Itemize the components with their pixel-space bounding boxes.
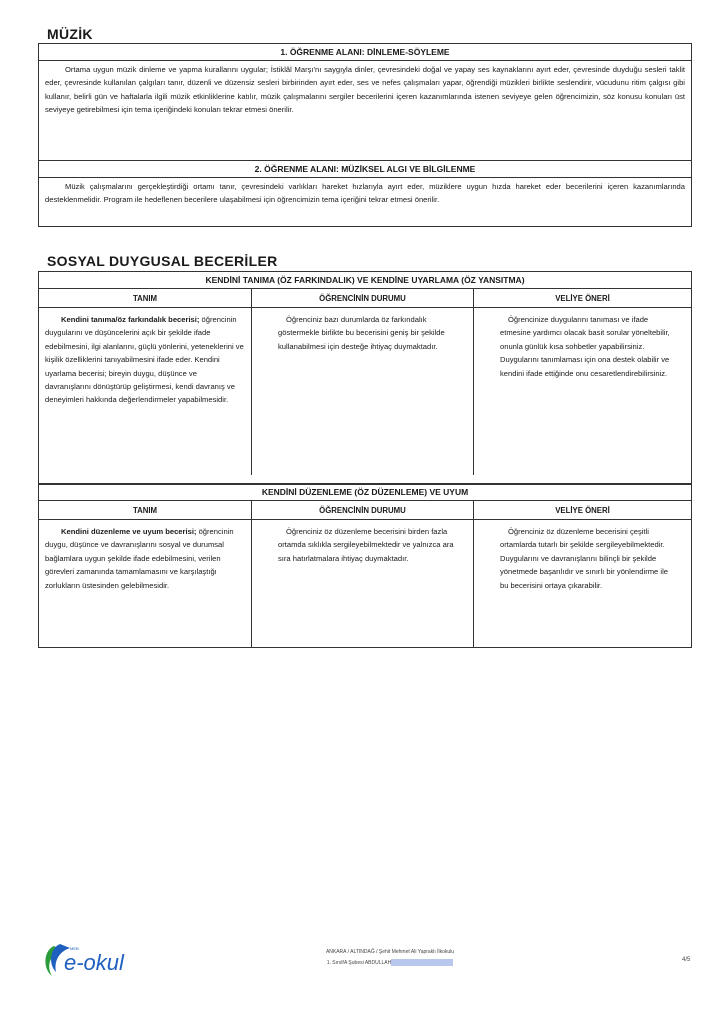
- footer-student-text: 1. Sınıf/A Şubesi ABDULLAH: [326, 960, 392, 966]
- muzik-box: [38, 43, 692, 227]
- sosyal-title: SOSYAL DUYGUSAL BECERİLER: [47, 253, 278, 269]
- section1-oneri: Öğrencinize duygularını tanıması ve ifade etmesine yardımcı olacak basit sorular yöneltebilir, onunla günlük kısa sohbetler yapabilirsiniz. Duygularını tanımlaması için ona destek olabilir ve kendini ifade ettiğinde onu cesaretlendirebilirsiniz.: [500, 315, 670, 378]
- col-head-durum: ÖĞRENCİNİN DURUMU: [252, 289, 473, 308]
- eokul-logo: [40, 938, 150, 982]
- section1-tanim: [39, 308, 251, 475]
- col-head-oneri: VELİYE ÖNERİ: [474, 289, 691, 308]
- page-number: 4/5: [682, 957, 691, 963]
- col-head-durum: ÖĞRENCİNİN DURUMU: [252, 501, 473, 520]
- section2-table: [38, 483, 692, 648]
- section2-tanim-bold: Kendini düzenleme ve uyum becerisi;: [61, 527, 197, 536]
- footer-student: [240, 959, 540, 968]
- col-durum: [252, 501, 474, 647]
- section1-table: [38, 271, 692, 485]
- col-head-tanim: TANIM: [39, 289, 251, 308]
- logo-meb-text: MEB: [70, 946, 79, 951]
- section1-tanim-text: öğrencinin duygularını ve düşüncelerini açık bir şekilde ifade edebilmesini, ilgi alanlarını, güçlü yönlerini, yeteneklerini ve kişilik özelliklerini tanıyabilmesini ifade eder. Kendini uyarlama becerisi; bireyin duygu, düşünce ve davranışlarını dönüştürüp geliştirmesi, kendi davranış ve deneyimleri hakkında değerlendirmeler yapabilmesidir.: [45, 315, 244, 405]
- logo-text: e-okul: [64, 950, 124, 975]
- area1-heading: 1. ÖĞRENME ALANI: DİNLEME-SÖYLEME: [39, 44, 691, 61]
- muzik-title: MÜZİK: [47, 26, 93, 42]
- col-oneri: [474, 289, 691, 475]
- section1-heading: KENDİNİ TANIMA (ÖZ FARKINDALIK) VE KENDİNE UYARLAMA (ÖZ YANSITMA): [39, 272, 691, 289]
- section2-tanim: [39, 520, 251, 647]
- section2-tanim-text: öğrencinin duygu, düşünce ve davranışlarını sosyal ve durumsal bağlamlara uygun şekilde ifade edebilmesini, verilen görevleri zamanında tamamlamasını ve karşılaştığı zorlukların üstesinden gelebilmesidir.: [45, 527, 234, 590]
- section1-durum: Öğrenciniz bazı durumlarda öz farkındalık göstermekle birlikte bu becerisini geniş bir şekilde kullanabilmesi için desteğe ihtiyaç duymaktadır.: [278, 315, 445, 351]
- col-oneri: [474, 501, 691, 647]
- col-tanim: [39, 501, 252, 647]
- col-head-tanim: TANIM: [39, 501, 251, 520]
- section2-heading: KENDİNİ DÜZENLEME (ÖZ DÜZENLEME) VE UYUM: [39, 484, 691, 501]
- section2-durum: Öğrenciniz öz düzenleme becerisini birden fazla ortamda sıklıkla sergileyebilmektedir ve yalnızca ara sıra hatırlatmalara ihtiyaç duymaktadır.: [278, 527, 454, 563]
- col-tanim: [39, 289, 252, 475]
- area2-text: Müzik çalışmalarını gerçekleştirdiği ortamı tanır, çevresindeki varlıkları hareket hızlarıyla ayırt eder, müziklere uygun hızda hareket eder becerilerini içeren kazanımlarında desteklenmelidir. Program ile hedeflenen becerilere ulaşabilmesi için öğrencimizin tema içeriğini tekrar etmesi önerilir.: [45, 182, 685, 205]
- area2-heading: 2. ÖĞRENME ALANI: MÜZİKSEL ALGI VE BİLGİLENME: [39, 160, 691, 178]
- section1-tanim-bold: Kendini tanıma/öz farkındalık becerisi;: [61, 315, 200, 324]
- col-head-oneri: VELİYE ÖNERİ: [474, 501, 691, 520]
- section2-oneri: Öğrenciniz öz düzenleme becerisini çeşitli ortamlarda tutarlı bir şekilde sergileyebilmektedir. Duygularını ve davranışlarını bilinçli bir şekilde yönetmede başarılıdır ve sınırlı bir yönlendirme ile bu becerisini ortaya çıkarabilir.: [500, 527, 668, 590]
- area1-text: Ortama uygun müzik dinleme ve yapma kurallarını uygular; İstiklâl Marşı'nı saygıyla dinler, çevresindeki doğal ve yapay ses kaynaklarını ayırt eder, çevresinde duyduğu sesleri taklit eder, çevresinde kullanılan çalgıları tanır, düzenli ve düzensiz sesleri birbirinden ayırt eder, ses ve nefes çalışmaları yapar, öğrendiği müzikleri birlikte seslendirir, vücudunu ritim çalgısı gibi kullanır, belirli gün ve haftalarla ilgili müzik etkinliklerine katılır, müzik çalışmalarını sergiler becerilerini içeren kazanımlarında istenen seviyeye gelen öğrencimizin, söz konusu konuları üst seviyeye getirebilmesi için tema içeriğindeki konuları tekrar etmesi önerilir.: [45, 65, 685, 115]
- col-durum: [252, 289, 474, 475]
- footer-school: ANKARA / ALTINDAĞ / Şehit Mehmet Ali Yapraklı İlkokulu: [325, 949, 455, 955]
- redaction-bar: [391, 959, 453, 966]
